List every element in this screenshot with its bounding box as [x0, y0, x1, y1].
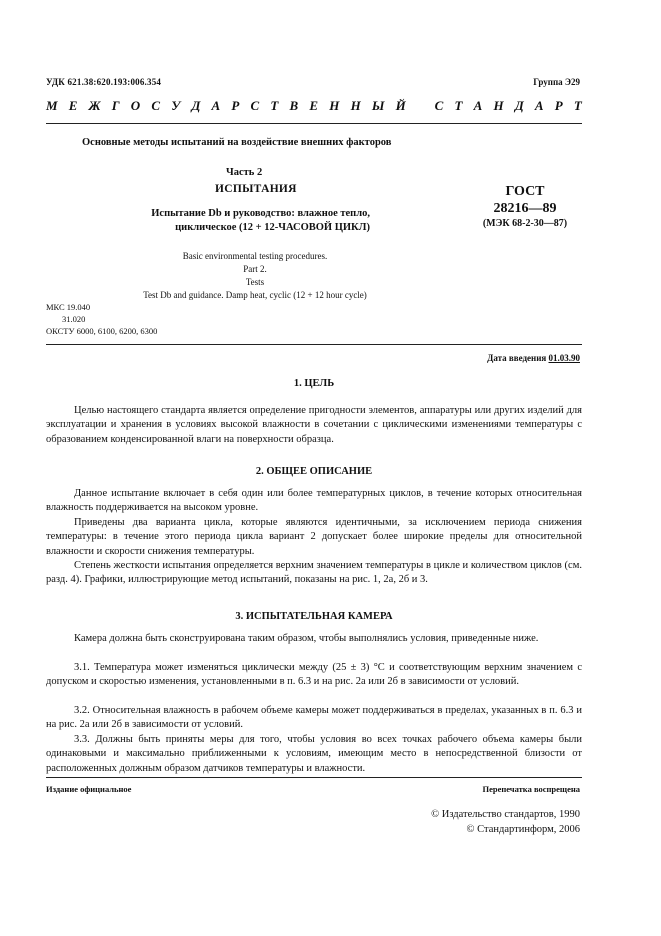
interstate-letter: А — [473, 98, 483, 113]
interstate-letter: Е — [68, 98, 78, 113]
interstate-letter: Т — [454, 98, 463, 113]
section-2-paragraph-1: Данное испытание включает в себя один или более температурных циклов, в течение которых относительная влажность поддерживается на высоком уровне. — [46, 488, 582, 514]
interstate-letter: Т — [573, 98, 582, 113]
interstate-letter: Ы — [371, 98, 385, 113]
english-line3: Tests — [245, 277, 265, 287]
interstate-letter: О — [130, 98, 141, 113]
group-code: Группа Э29 — [533, 77, 580, 87]
section-3-item-2: 3.2. Относительная влажность в рабочем объеме камеры может поддерживаться в пределах, указанных в п. 6.3 и на рис. 2а или 2б в зависимости от условий. — [46, 705, 582, 731]
interstate-letter: А — [534, 98, 544, 113]
interstate-letter — [417, 98, 424, 114]
interstate-letter: В — [289, 98, 299, 113]
mks-code-1: МКС 19.040 — [46, 302, 91, 312]
interstate-letter: Г — [111, 98, 120, 113]
english-line1: Basic environmental testing procedures. — [182, 251, 328, 261]
test-subtitle-line2: циклическое (12 + 12-ЧАСОВОЙ ЦИКЛ) — [175, 222, 370, 233]
section-2-paragraph-2: Приведены два варианта цикла, которые являются идентичными, за исключением периода снижения температуры: в течение этого периода цикла вариант 2 допускает более широкие пределы для относительной влажности и скорости снижения температуры. — [46, 517, 582, 557]
section-1-heading: 1. ЦЕЛЬ — [293, 378, 335, 389]
copyright-block — [380, 807, 580, 837]
effective-date — [487, 353, 580, 363]
part-label: Часть 2 — [226, 167, 263, 178]
english-line2: Part 2. — [243, 264, 267, 274]
section-1-paragraph: Целью настоящего стандарта является определение пригодности элементов, аппаратуры или других изделий для эксплуатации и хранения в условиях высокой влажности в сочетании с циклическими изменениями температуры с образованием конденсированной влаги на поверхности образца. — [46, 405, 582, 445]
gost-block — [470, 183, 580, 231]
interstate-letter: Н — [350, 98, 361, 113]
interstate-letter: Ж — [88, 98, 101, 113]
gost-label: ГОСТ — [505, 184, 545, 199]
section-3-item-1: 3.1. Температура может изменяться циклически между (25 ± 3) °С и соответствующим верхним значением с допуском и скоростью изменения, установленными в п. 6.3 и на рис. 2а или 2б в зависимости от условий. — [46, 662, 582, 688]
interstate-letter: Н — [493, 98, 504, 113]
section-3-intro: Камера должна быть сконструирована таким образом, чтобы выполнялись условия, приведенные ниже. — [74, 633, 539, 644]
interstate-letter: Д — [514, 98, 524, 113]
interstate-letter: С — [151, 98, 161, 113]
interstate-letter: У — [171, 98, 181, 113]
interstate-letter: М — [46, 98, 58, 113]
okstu-code: ОКСТУ 6000, 6100, 6200, 6300 — [46, 326, 158, 336]
classification-codes — [46, 301, 157, 337]
test-subtitle — [130, 207, 370, 235]
copyright-2: © Стандартинформ, 2006 — [466, 824, 580, 835]
section-3-heading: 3. ИСПЫТАТЕЛЬНАЯ КАМЕРА — [235, 611, 393, 622]
gost-number: 28216—89 — [493, 201, 557, 216]
section-3-item-3: 3.3. Должны быть приняты меры для того, чтобы условия во всех точках рабочего объема камеры были одинаковыми и максимально приближенными к условиям, имеющим место в непосредственной близости от расположенных должным образом датчиков температуры и влажности. — [46, 734, 582, 774]
standard-title: Основные методы испытаний на воздействие внешних факторов — [82, 137, 392, 148]
interstate-standard-banner — [46, 98, 582, 114]
section-2-heading: 2. ОБЩЕЕ ОПИСАНИЕ — [255, 466, 373, 477]
interstate-letter: Д — [191, 98, 201, 113]
iec-number: (МЭК 68-2-30—87) — [482, 218, 568, 229]
codes-rule — [46, 344, 582, 345]
copyright-1: © Издательство стандартов, 1990 — [431, 809, 580, 820]
interstate-letter: Р — [231, 98, 240, 113]
udk-code: УДК 621.38:620.193:006.354 — [46, 77, 162, 87]
tests-title: ИСПЫТАНИЯ — [215, 183, 297, 195]
english-title — [100, 250, 410, 302]
header-rule — [46, 123, 582, 124]
interstate-letter: Т — [270, 98, 279, 113]
footer-rule — [46, 777, 582, 778]
english-line4: Test Db and guidance. Damp heat, cyclic (12 + 12 hour cycle) — [143, 290, 367, 300]
effective-date-value: 01.03.90 — [548, 353, 580, 363]
reprint-prohibited: Перепечатка воспрещена — [482, 784, 580, 794]
mks-code-2: 31.020 — [62, 314, 86, 324]
test-subtitle-line1: Испытание Db и руководство: влажное тепло, — [151, 208, 370, 219]
interstate-letter: Е — [309, 98, 319, 113]
official-edition: Издание официальное — [46, 784, 132, 794]
interstate-letter: А — [211, 98, 221, 113]
interstate-letter: Р — [554, 98, 563, 113]
interstate-letter: Н — [329, 98, 340, 113]
section-2-paragraph-3: Степень жесткости испытания определяется верхним значением температуры в цикле и количеством циклов (см. разд. 4). Графики, иллюстрирующие метод испытаний, показаны на рис. 1, 2а, 2б и 3. — [46, 560, 582, 586]
effective-date-label: Дата введения — [487, 353, 547, 363]
interstate-letter: С — [434, 98, 444, 113]
interstate-letter: С — [250, 98, 260, 113]
interstate-letter: Й — [395, 98, 406, 113]
